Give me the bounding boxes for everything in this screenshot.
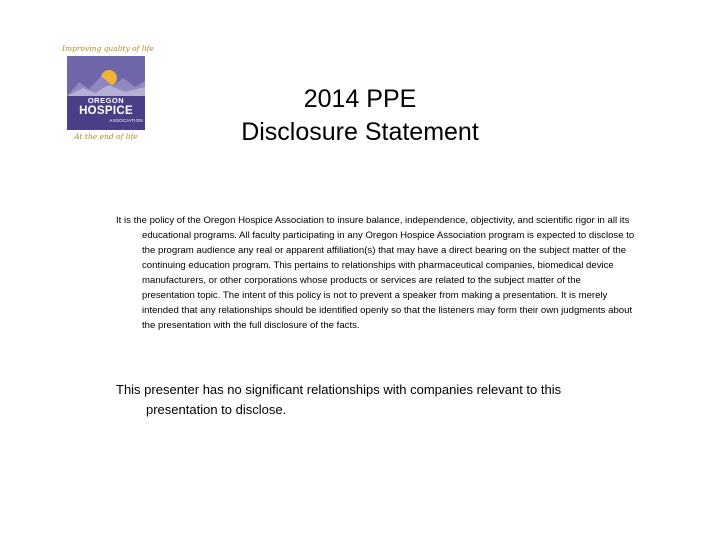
logo-tagline-bottom: At the end of life	[74, 132, 138, 141]
logo-word-association: ASSOCIATION	[109, 118, 143, 123]
oregon-hospice-association-logo	[62, 44, 154, 144]
logo-emblem	[67, 56, 145, 130]
title-line-1: 2014 PPE	[303, 85, 417, 113]
policy-paragraph: It is the policy of the Oregon Hospice Association to insure balance, independence, objectivity, and scientific rigor in all its educational programs. All faculty participating in any Oregon Hospice Association program is expected to disclose to the program audience any real or apparent affiliation(s) that may have a direct bearing on the subject matter of the continuing education program. This pertains to relationships with pharmaceutical companies, biomedical device manufacturers, or other corporations whose products or services are related to the subject matter of the presentation topic. The intent of this policy is not to prevent a speaker from making a presentation. It is merely intended that any relationships should be identified openly so that the listeners may form their own judgments about the presentation with the full disclosure of the facts.	[116, 215, 635, 331]
title-line-2: Disclosure Statement	[241, 118, 479, 146]
logo-tagline-top: Improving quality of life	[62, 44, 154, 53]
logo-word-oregon: OREGON	[87, 96, 125, 105]
logo-word-hospice: HOSPICE	[79, 105, 133, 117]
slide-title	[200, 83, 520, 149]
presenter-disclosure: This presenter has no significant relationships with companies relevant to this presentation to disclose.	[116, 382, 562, 417]
